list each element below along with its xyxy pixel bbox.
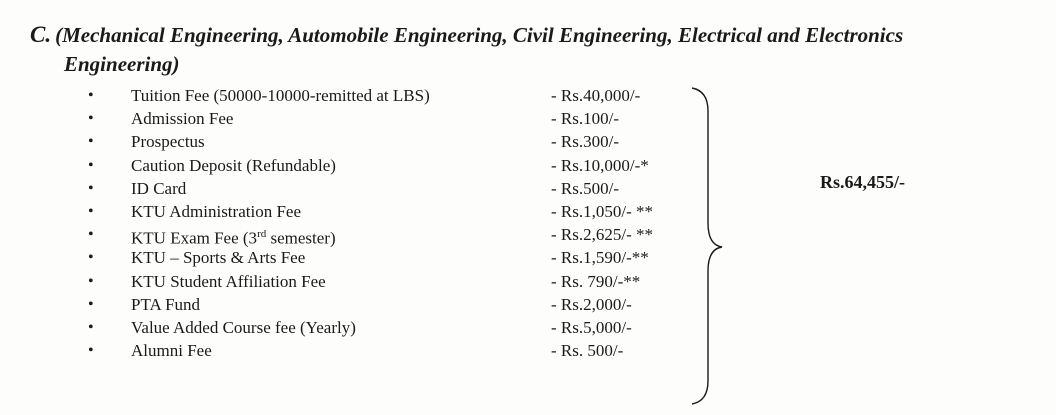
bullet-icon: •: [88, 295, 94, 313]
fee-name: Value Added Course fee (Yearly): [131, 317, 356, 337]
bullet-icon: •: [88, 226, 94, 244]
bullet-icon: •: [88, 202, 94, 220]
fee-amount: - Rs.40,000/-: [551, 86, 641, 105]
fee-amount: - Rs.300/-: [551, 132, 619, 152]
section-title-line2: Engineering): [64, 52, 180, 76]
fee-name: PTA Fund: [131, 294, 201, 314]
fee-name: ID Card: [131, 178, 187, 198]
fee-amount: - Rs.5,000/-: [551, 317, 632, 337]
fee-name: KTU Student Affiliation Fee: [131, 271, 326, 291]
fee-amount: - Rs. 790/-**: [551, 271, 641, 291]
fee-amount: - Rs.10,000/-*: [551, 155, 649, 175]
fee-name: KTU Exam Fee (3rd semester): [131, 228, 336, 248]
section-letter: C.: [30, 22, 52, 47]
fee-name: KTU Administration Fee: [131, 201, 301, 221]
fee-name: Tuition Fee (50000-10000-remitted at LBS): [131, 86, 430, 105]
fee-name: Alumni Fee: [131, 341, 212, 361]
bullet-icon: •: [88, 272, 94, 290]
bullet-icon: •: [88, 110, 94, 128]
bullet-icon: •: [88, 179, 94, 197]
fee-amount: - Rs.1,050/- **: [551, 201, 653, 221]
fee-amount: - Rs.1,590/-**: [551, 248, 649, 268]
fee-amount: - Rs. 500/-: [551, 341, 624, 361]
fee-amount: - Rs.100/-: [551, 109, 619, 129]
section-heading: [30, 20, 1040, 79]
bullet-icon: •: [88, 342, 94, 360]
total-amount: Rs.64,455/-: [820, 172, 905, 192]
bullet-icon: •: [88, 133, 94, 151]
bullet-icon: •: [88, 87, 94, 104]
fee-name: KTU – Sports & Arts Fee: [131, 248, 306, 268]
fee-name: Admission Fee: [131, 109, 234, 129]
bullet-icon: •: [88, 156, 94, 174]
bullet-icon: •: [88, 249, 94, 267]
fee-amount: - Rs.2,000/-: [551, 294, 632, 314]
bullet-icon: •: [88, 318, 94, 336]
fee-amount: - Rs.500/-: [551, 178, 619, 198]
section-title-line1: (Mechanical Engineering, Automobile Engineering, Civil Engineering, Electrical and Electronics: [55, 23, 904, 47]
fee-amount: - Rs.2,625/- **: [551, 225, 653, 245]
curly-brace: [690, 83, 730, 409]
fee-name: Caution Deposit (Refundable): [131, 155, 336, 175]
fee-name: Prospectus: [131, 132, 205, 152]
